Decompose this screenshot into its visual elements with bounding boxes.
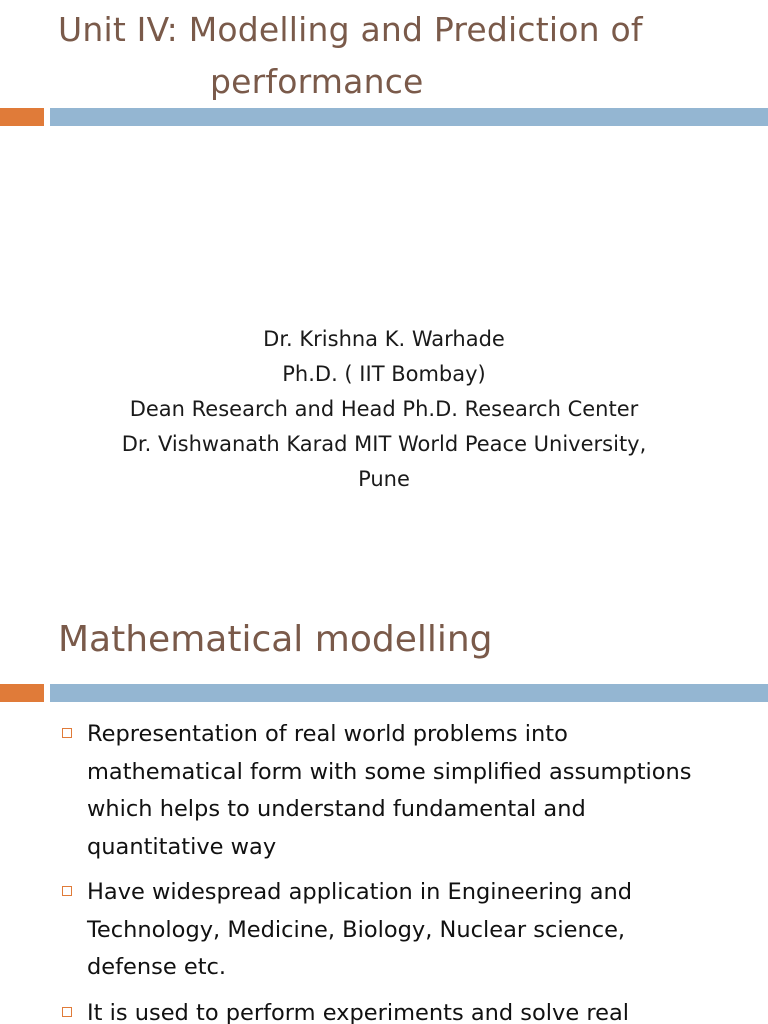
slide-title-line-2: performance xyxy=(210,62,424,101)
accent-bar-blue xyxy=(50,684,768,702)
square-bullet-icon xyxy=(62,1007,72,1017)
bullet-text-line: quantitative way xyxy=(87,833,277,860)
bullet-text-line: Have widespread application in Engineering and xyxy=(87,879,633,905)
author-name: Dr. Krishna K. Warhade xyxy=(263,327,505,351)
author-city: Pune xyxy=(358,467,410,491)
bullet-text-line: Technology, Medicine, Biology, Nuclear science, xyxy=(87,916,626,943)
bullet-item xyxy=(60,995,760,1024)
author-university: Dr. Vishwanath Karad MIT World Peace University, xyxy=(121,432,647,456)
slide-title-line-1: Unit IV: Modelling and Prediction of xyxy=(58,10,643,49)
bullet-list xyxy=(60,716,760,1024)
accent-bar-orange xyxy=(0,108,44,126)
author-degree: Ph.D. ( IIT Bombay) xyxy=(282,362,486,386)
accent-bar-blue xyxy=(50,108,768,126)
square-bullet-icon xyxy=(62,728,72,738)
square-bullet-icon xyxy=(62,886,72,896)
content-slide xyxy=(0,576,768,1024)
bullet-text-line: It is used to perform experiments and solve real xyxy=(87,999,629,1024)
bullet-text-line: Representation of real world problems into xyxy=(87,721,568,747)
author-position: Dean Research and Head Ph.D. Research Center xyxy=(129,397,639,421)
accent-bar-orange xyxy=(0,684,44,702)
bullet-text-line: which helps to understand fundamental and xyxy=(87,796,586,822)
bullet-text-line: defense etc. xyxy=(87,954,227,980)
bullet-item xyxy=(60,716,760,866)
slide-title: Mathematical modelling xyxy=(58,619,493,660)
bullet-item xyxy=(60,874,760,987)
bullet-text-line: mathematical form with some simplified assumptions xyxy=(87,758,692,785)
author-block xyxy=(0,322,768,497)
